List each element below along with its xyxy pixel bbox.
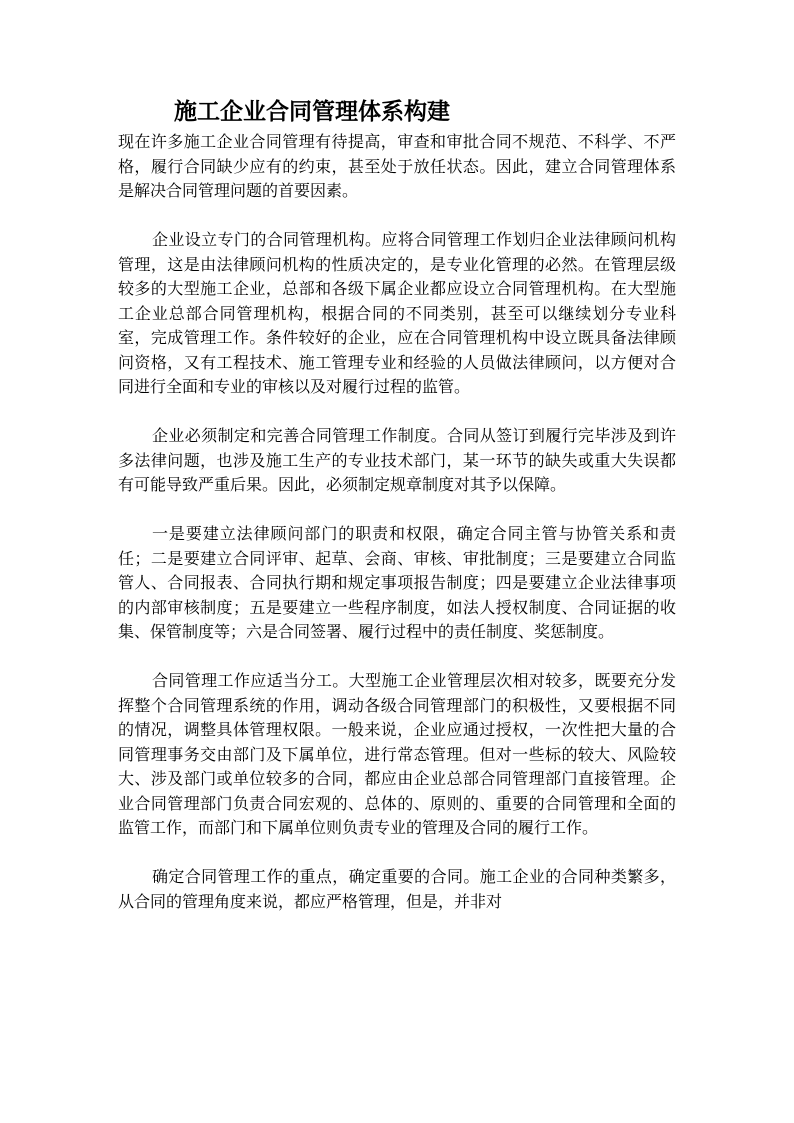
paragraph-key-contracts: 确定合同管理工作的重点，确定重要的合同。施工企业的合同种类繁多，从合同的管理角度来说，都应严格管理，但是，并非对 bbox=[118, 867, 676, 911]
paragraph-division: 合同管理工作应适当分工。大型施工企业管理层次相对较多，既要充分发挥整个合同管理系统的作用，调动各级合同管理部门的积极性，又要根据不同的情况，调整具体管理权限。一般来说，企业应通过授权，一次性把大量的合同管理事务交由部门及下属单位，进行常态管理。但对一些标的较大、风险较大、涉及部门或单位较多的合同，都应由企业总部合同管理部门直接管理。企业合同管理部门负责合同宏观的、总体的、原则的、重要的合同管理和全面的监管工作，而部门和下属单位则负责专业的管理及合同的履行工作。 bbox=[118, 671, 676, 837]
document-title: 施工企业合同管理体系构建 bbox=[174, 98, 450, 125]
paragraph-rules-list: 一是要建立法律顾问部门的职责和权限，确定合同主管与协管关系和责任；二是要建立合同评审、起草、会商、审核、审批制度；三是要建立合同监管人、合同报表、合同执行期和规定事项报告制度；四是要建立企业法律事项的内部审核制度；五是要建立一些程序制度，如法人授权制度、合同证据的收集、保管制度等；六是合同签署、履行过程中的责任制度、奖惩制度。 bbox=[118, 524, 676, 641]
paragraph-intro: 现在许多施工企业合同管理有待提高，审查和审批合同不规范、不科学、不严格，履行合同缺少应有的约束，甚至处于放任状态。因此，建立合同管理体系是解决合同管理问题的首要因素。 bbox=[118, 132, 676, 200]
paragraph-organization: 企业设立专门的合同管理机构。应将合同管理工作划归企业法律顾问机构管理，这是由法律顾问机构的性质决定的，是专业化管理的必然。在管理层级较多的大型施工企业，总部和各级下属企业都应设立合同管理机构。在大型施工企业总部合同管理机构，根据合同的不同类别，甚至可以继续划分专业科室，完成管理工作。条件较好的企业，应在合同管理机构中设立既具备法律顾问资格，又有工程技术、施工管理专业和经验的人员做法律顾问，以方便对合同进行全面和专业的审核以及对履行过程的监管。 bbox=[118, 230, 676, 396]
paragraph-system: 企业必须制定和完善合同管理工作制度。合同从签订到履行完毕涉及到许多法律问题，也涉及施工生产的专业技术部门，某一环节的缺失或重大失误都有可能导致严重后果。因此，必须制定规章制度对其予以保障。 bbox=[118, 426, 676, 494]
document-body bbox=[118, 130, 676, 914]
